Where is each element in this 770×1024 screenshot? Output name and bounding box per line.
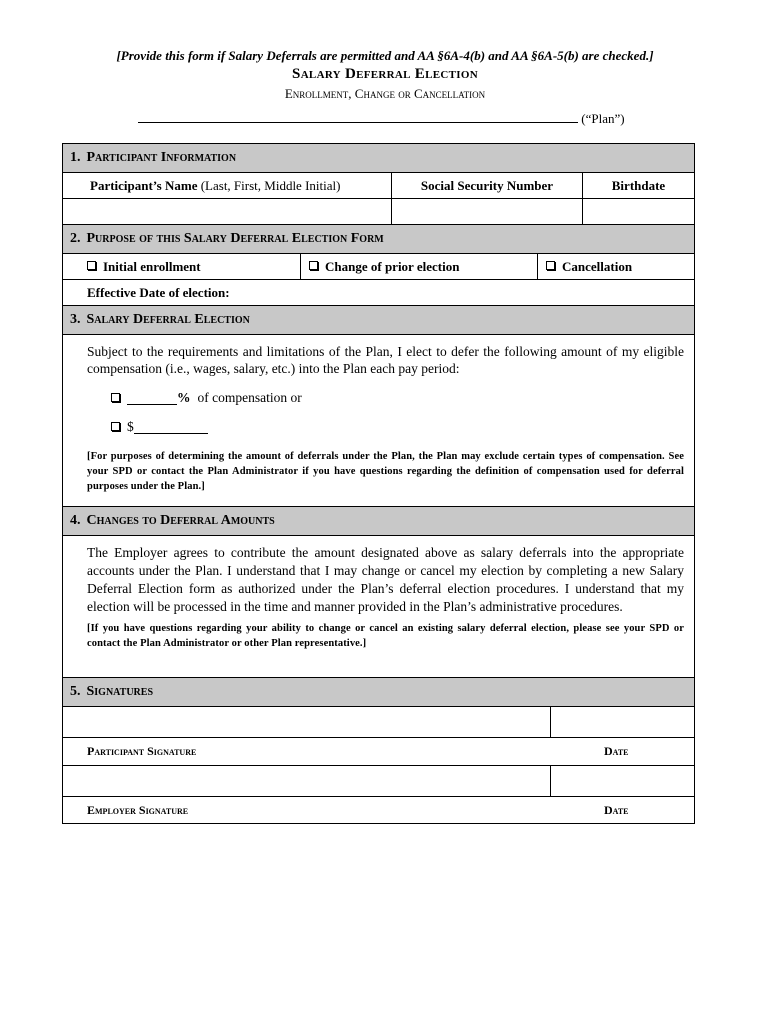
participant-name-label: Participant’s Name (Last, First, Middle Initial) bbox=[90, 177, 341, 193]
option-initial-enrollment[interactable]: Initial enrollment bbox=[63, 254, 300, 279]
checkbox-icon[interactable] bbox=[309, 261, 318, 270]
dollar-option[interactable]: $ bbox=[87, 419, 684, 435]
form-title: Salary Deferral Election bbox=[292, 66, 478, 82]
form-instruction-note: [Provide this form if Salary Deferrals are permitted and AA §6A-4(b) and AA §6A-5(b) are checked.] bbox=[116, 48, 654, 63]
section-header-changes: 4. Changes to Deferral Amounts bbox=[63, 507, 694, 536]
option-cancellation[interactable]: Cancellation bbox=[537, 254, 694, 279]
participant-signature-label-row bbox=[63, 738, 694, 766]
deferral-intro-text: Subject to the requirements and limitations of the Plan, I elect to defer the following amount of my eligible compensation (i.e., wages, salary, etc.) into the Plan each pay period: bbox=[87, 344, 684, 376]
birthdate-label: Birthdate bbox=[582, 173, 694, 198]
employer-date-field[interactable] bbox=[550, 766, 694, 796]
participant-date-field[interactable] bbox=[550, 707, 694, 737]
dollar-amount-field[interactable] bbox=[134, 421, 208, 434]
checkbox-icon[interactable] bbox=[87, 261, 96, 270]
plan-name-line bbox=[138, 110, 625, 127]
purpose-options-row bbox=[63, 254, 694, 280]
participant-signature-field[interactable] bbox=[63, 707, 550, 737]
effective-date-row[interactable] bbox=[63, 280, 694, 306]
checkbox-icon[interactable] bbox=[111, 393, 120, 402]
percent-field[interactable] bbox=[127, 392, 177, 405]
birthdate-field[interactable] bbox=[582, 199, 694, 224]
section-header-salary-deferral: 3. Salary Deferral Election bbox=[63, 306, 694, 335]
employer-signature-label: Employer Signature bbox=[87, 802, 189, 817]
checkbox-icon[interactable] bbox=[546, 261, 555, 270]
employer-signature-row bbox=[63, 766, 694, 797]
salary-deferral-body bbox=[63, 335, 694, 507]
participant-signature-label: Participant Signature bbox=[87, 744, 197, 758]
participant-name-field[interactable] bbox=[63, 199, 391, 224]
section-title: Participant Information bbox=[86, 150, 237, 165]
changes-body bbox=[63, 536, 694, 678]
participant-info-labels-row bbox=[63, 173, 694, 199]
participant-info-input-row bbox=[63, 199, 694, 225]
section-number: 1. bbox=[70, 150, 81, 165]
section-header-participant-info bbox=[63, 144, 694, 173]
employer-signature-label-row bbox=[63, 797, 694, 823]
participant-signature-row bbox=[63, 707, 694, 738]
checkbox-icon[interactable] bbox=[111, 422, 120, 431]
ssn-field[interactable] bbox=[391, 199, 582, 224]
employer-date-label: Date bbox=[604, 802, 629, 817]
plan-name-suffix: (“Plan”) bbox=[581, 111, 625, 126]
election-form bbox=[62, 143, 695, 824]
ssn-label: Social Security Number bbox=[391, 173, 582, 198]
effective-date-label: Effective Date of election: bbox=[87, 284, 230, 300]
form-subtitle: Enrollment, Change or Cancellation bbox=[284, 86, 486, 101]
compensation-note: [For purposes of determining the amount of deferrals under the Plan, the Plan may exclude certain types of compensation. See your SPD or contact the Plan Administrator if you have questions regarding the definition of compensation used for deferral purposes under the Plan.] bbox=[87, 451, 684, 492]
option-change-prior-election[interactable]: Change of prior election bbox=[300, 254, 537, 279]
section-header-purpose: 2. Purpose of this Salary Deferral Election Form bbox=[63, 225, 694, 254]
percent-option[interactable]: % of compensation or bbox=[87, 390, 684, 406]
section-header-signatures: 5. Signatures bbox=[63, 678, 694, 707]
changes-body-text: The Employer agrees to contribute the amount designated above as salary deferrals into the appropriate accounts under the Plan. I understand that I may change or cancel my election by completing a new Salary Deferral Election form as authorized under the Plan’s deferral election procedures. I understand that my election will be processed in the time and manner provided in the Plan’s administrative procedures. bbox=[87, 545, 684, 614]
changes-note: [If you have questions regarding your ability to change or cancel an existing salary deferral election, please see your SPD or contact the Plan Administrator or other Plan representative.] bbox=[87, 623, 684, 649]
participant-date-label: Date bbox=[604, 744, 629, 758]
employer-signature-field[interactable] bbox=[63, 766, 550, 796]
plan-name-field[interactable] bbox=[138, 110, 578, 123]
